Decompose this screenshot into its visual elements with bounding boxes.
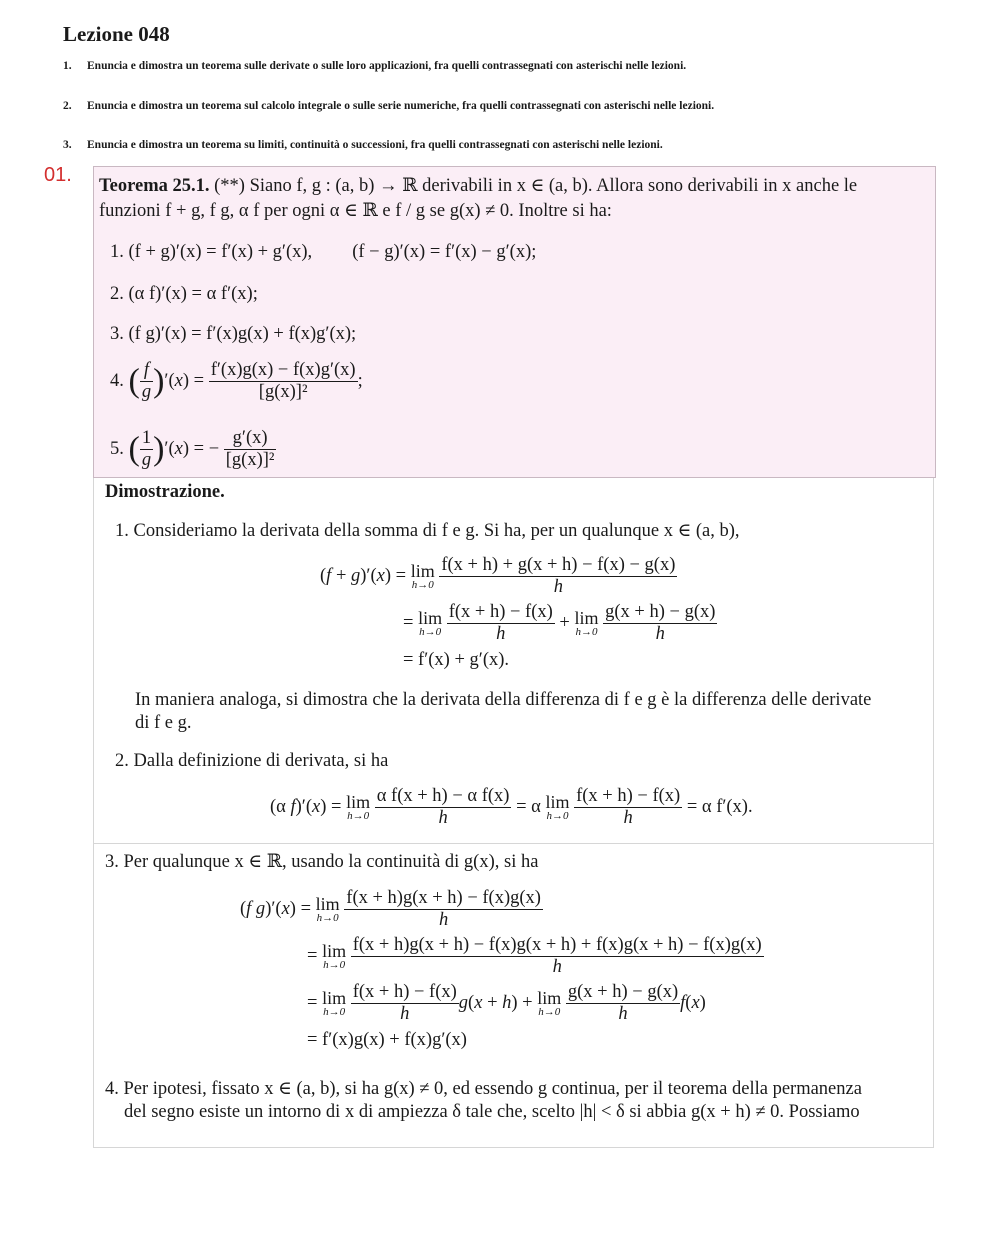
item-1-diff: (f − g)′(x) = f′(x) − g′(x); <box>352 242 537 262</box>
proof-step-2-text: Dalla definizione di derivata, si ha <box>133 751 389 771</box>
item-5-denominator: [g(x)]² <box>225 450 275 470</box>
proof-step-1-text: Consideriamo la derivata della somma di f e g. Si ha, per un qualunque x ∈ (a, b), <box>133 521 740 541</box>
equation-sum-2: = lim h→0 $\frac{f(x + h) - f(x)}{h}$ + lim h→0 $\frac{g(x + h) - g(x)}{h}$ <box>403 602 716 644</box>
answer-label: 01. <box>44 164 72 186</box>
theorem-item-2: 2. (α f)′(x) = α f′(x); <box>110 284 258 304</box>
sum-numerator: f(x + h) + g(x + h) − f(x) − g(x) <box>441 555 676 575</box>
sum-numerator-f: f(x + h) − f(x) <box>448 602 553 622</box>
proof-step-2: 2. Dalla definizione di derivata, si ha <box>115 751 389 771</box>
theorem-line-1 <box>99 175 857 197</box>
theorem-label: Teorema 25.1. <box>99 176 210 196</box>
theorem-item-5: 5. ( $\frac{1}{g}$ )′(x) = − $\frac{g'(x)}{\text{[g(x)]²}}$ <box>110 428 275 470</box>
proof-heading: Dimostrazione. <box>105 482 225 502</box>
proof-step-4-line-1: Per ipotesi, fissato x ∈ (a, b), si ha g(x) ≠ 0, ed essendo g continua, per il teorema della permanenza <box>123 1079 862 1099</box>
item-3-formula: (f g)′(x) = f′(x)g(x) + f(x)g′(x); <box>128 324 357 344</box>
item-1-sum: (f + g)′(x) = f′(x) + g′(x), <box>128 242 313 262</box>
proof-step-4: 4. Per ipotesi, fissato x ∈ (a, b), si ha g(x) ≠ 0, ed essendo g continua, per il teorema della permanenza <box>105 1079 862 1099</box>
proof-step-1-note-1: In maniera analoga, si dimostra che la derivata della differenza di f e g è la differenza delle derivate <box>135 690 872 710</box>
sum-numerator-g: g(x + h) − g(x) <box>605 602 716 622</box>
proof-step-4-line-2: del segno esiste un intorno di x di ampiezza δ tale che, scelto |h| < δ si abbia g(x + h) ≠ 0. Possiamo <box>124 1102 860 1122</box>
theorem-stars: (**) <box>214 176 245 196</box>
item-2-formula: (α f)′(x) = α f′(x); <box>128 284 258 304</box>
equation-product-2: = lim h→0 $\frac{f(x + h)g(x + h) - f(x)g(x + h) + f(x)g(x + h) - f(x)g(x)}{h}$ <box>307 935 762 977</box>
equation-product-3: = lim h→0 $\frac{f(x + h) - f(x)}{h}$ g(x + h) + lim h→0 $\frac{g(x + h) - g(x)}{h}$ f(x) <box>307 982 706 1024</box>
scalar-result: = α f′(x). <box>686 796 753 817</box>
equation-sum-1: (f + g)′(x) = lim h→0 $\frac{f(x + h) + g(x + h) - f(x) - g(x)}{h}$ <box>320 555 676 597</box>
equation-product-1: (f g)′(x) = lim h→0 $\frac{f(x + h)g(x + h) - f(x)g(x)}{h}$ <box>240 888 541 930</box>
question-3 <box>63 139 663 151</box>
item-4-denominator: [g(x)]² <box>258 382 308 402</box>
page-title: Lezione 048 <box>63 22 170 46</box>
proof-step-1-note-2: di f e g. <box>135 713 192 733</box>
question-number: 2. <box>63 100 72 112</box>
product-numerator-2: f(x + h)g(x + h) − f(x)g(x + h) + f(x)g(x + h) − f(x)g(x) <box>352 935 762 955</box>
question-1 <box>63 60 686 72</box>
question-text: Enuncia e dimostra un teorema su limiti, continuità o successioni, fra quelli contrassegnati con asterischi nelle lezioni. <box>87 139 663 151</box>
question-text: Enuncia e dimostra un teorema sul calcolo integrale o sulle serie numeriche, fra quelli contrassegnati con asterischi nelle lezioni. <box>87 100 715 112</box>
scalar-numerator-1: α f(x + h) − α f(x) <box>376 786 510 806</box>
proof-step-1: 1. Consideriamo la derivata della somma di f e g. Si ha, per un qualunque x ∈ (a, b), <box>115 521 740 541</box>
question-text: Enuncia e dimostra un teorema sulle derivate o sulle loro applicazioni, fra quelli contrassegnati con asterischi nelle lezioni. <box>87 60 687 72</box>
theorem-item-4: 4. ( $\frac{f}{g}$ )′(x) = $\frac{f'(x)g(x) - f(x)g'(x)}{\text{[g(x)]²}}$ ; <box>110 360 363 402</box>
question-number: 3. <box>63 139 72 151</box>
theorem-line-2: funzioni f + g, f g, α f per ogni α ∈ ℝ e f / g se g(x) ≠ 0. Inoltre si ha: <box>99 201 612 221</box>
product-numerator-1: f(x + h)g(x + h) − f(x)g(x) <box>346 888 541 908</box>
equation-sum-3: = f′(x) + g′(x). <box>403 650 510 670</box>
theorem-item-3: 3. (f g)′(x) = f′(x)g(x) + f(x)g′(x); <box>110 324 357 344</box>
equation-product-4: = f′(x)g(x) + f(x)g′(x) <box>307 1030 467 1050</box>
question-2 <box>63 100 714 112</box>
item-5-numerator: g′(x) <box>224 428 277 450</box>
equation-scalar: (α f)′(x) = lim h→0 $\frac{\text{α f(x + h) − α f(x)}}{h}$ = α lim h→0 $\frac{f(x + h) - f(x)}{h}$ = α f′(x). <box>270 786 753 828</box>
product-numerator-3b: g(x + h) − g(x) <box>567 982 679 1002</box>
item-4-numerator: f′(x)g(x) − f(x)g′(x) <box>210 360 356 380</box>
scalar-numerator-2: f(x + h) − f(x) <box>576 786 681 806</box>
proof-step-3: 3. Per qualunque x ∈ ℝ, usando la continuità di g(x), si ha <box>105 852 539 872</box>
theorem-statement-1: Siano f, g : (a, b) → ℝ derivabili in x ∈ (a, b). Allora sono derivabili in x anche le <box>249 176 858 196</box>
proof-step-3-text: Per qualunque x ∈ ℝ, usando la continuità di g(x), si ha <box>123 852 539 872</box>
theorem-item-1: 1. (f + g)′(x) = f′(x) + g′(x), (f − g)′(x) = f′(x) − g′(x); <box>110 242 537 262</box>
product-numerator-3a: f(x + h) − f(x) <box>352 982 457 1002</box>
question-number: 1. <box>63 60 72 72</box>
